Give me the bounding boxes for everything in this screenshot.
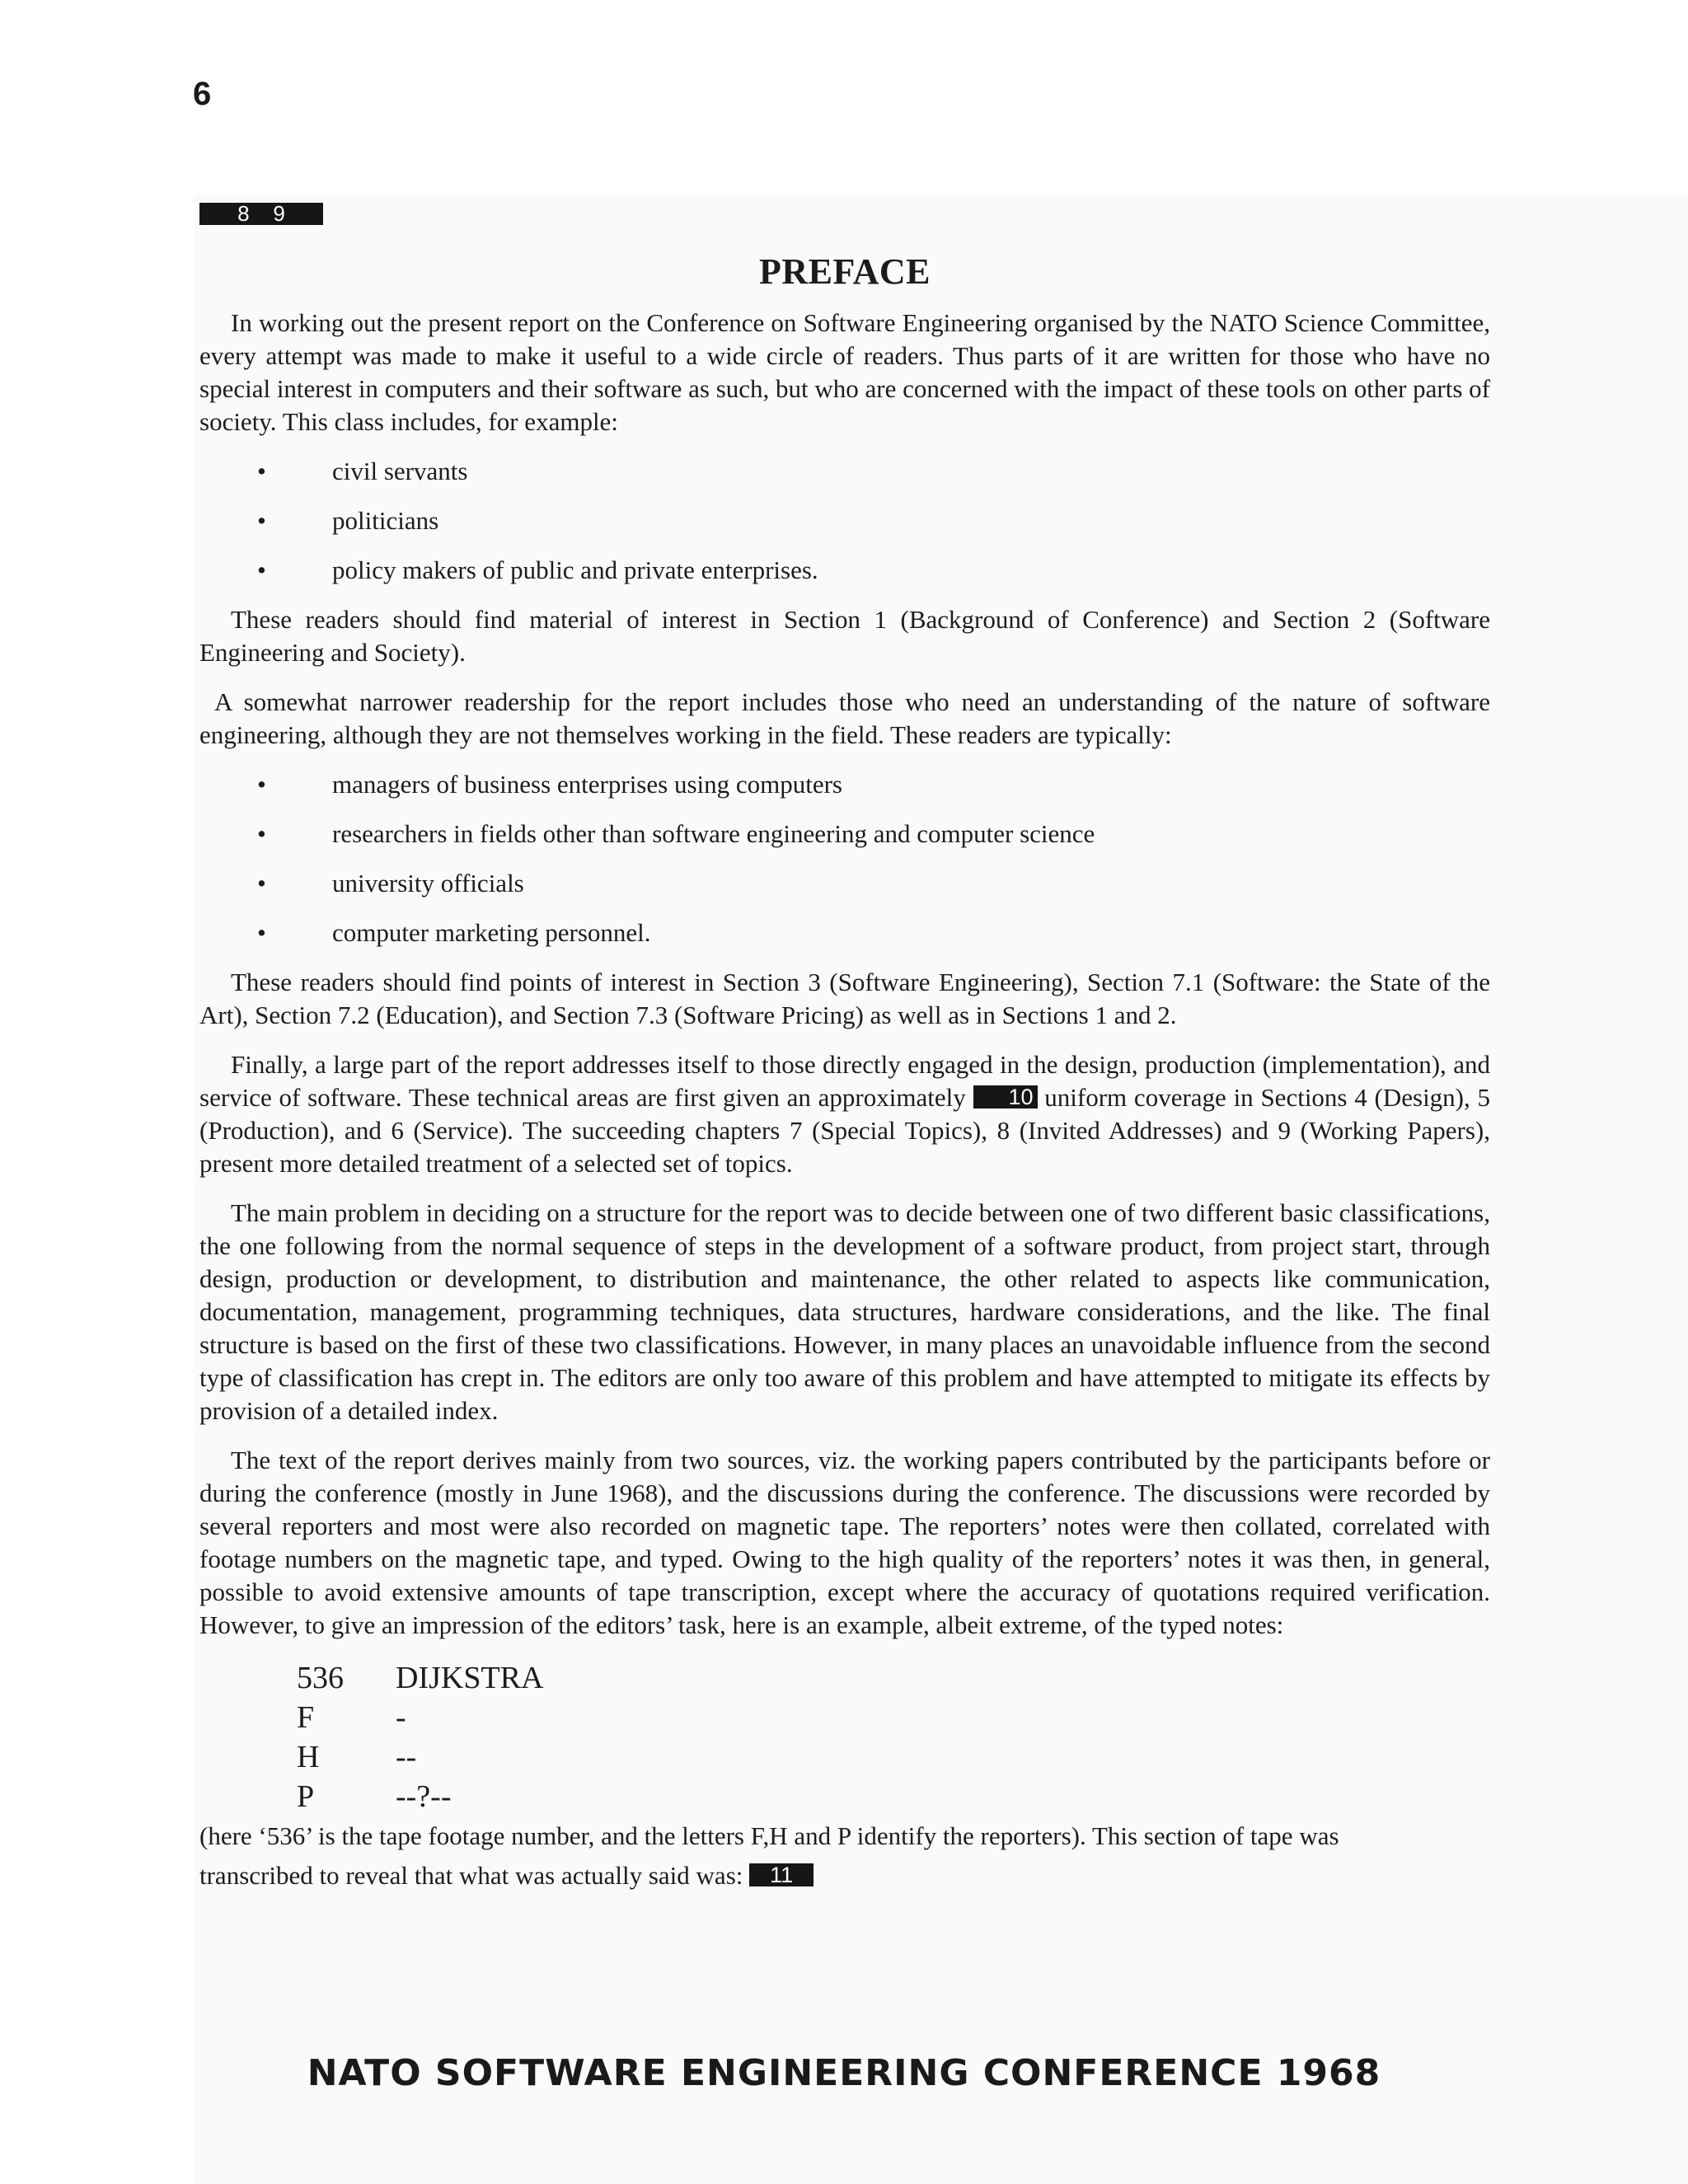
list-item-text: politicians (332, 506, 439, 535)
tape-reporter: P (297, 1779, 315, 1814)
bullet-icon: • (257, 819, 266, 848)
list-item-text: researchers in fields other than software engineering and computer science (332, 819, 1095, 848)
paragraph-4: These readers should find points of interest in Section 3 (Software Engineering), Section 7.1 (Software: the State of the Art), Section 7.2 (Education), and Section 7.3 (Software Pricing) as well as in Sections 1 and 2. (199, 968, 1490, 1029)
list-item (199, 455, 1490, 488)
page-marker-top: 8 9 (199, 203, 323, 225)
paragraph-5-start: Finally, a large part of the report addresses itself to those directly engaged in the design, production (implementation), and service of software. These technical areas are first given an approximately (199, 1050, 1490, 1112)
page-marker-inline: 11 (749, 1863, 814, 1886)
list-item (199, 768, 1490, 801)
list-item-text: policy makers of public and private enterprises. (332, 555, 818, 584)
bullet-icon: • (257, 506, 266, 535)
tape-entry: -- (396, 1740, 417, 1774)
paragraph-8 (199, 1816, 1490, 1896)
bullet-icon: • (257, 555, 266, 584)
bullet-icon: • (257, 869, 266, 898)
tape-reporter: F (297, 1700, 315, 1735)
readers-list-1 (199, 455, 1490, 587)
paragraph-2: These readers should find material of interest in Section 1 (Background of Conference) and Section 2 (Software Engineering and Society). (199, 605, 1490, 667)
page-number: 6 (193, 76, 212, 112)
page-title: PREFACE (758, 251, 931, 292)
readers-list-2 (199, 768, 1490, 949)
page-footer: NATO SOFTWARE ENGINEERING CONFERENCE 1968 (307, 2052, 1381, 2094)
paragraph-5-end: uniform coverage in Sections 4 (Design), 5 (Production), and 6 (Service). The succeeding chapters 7 (Special Topics), 8 (Invited Addresses) and 9 (Working Papers), present more detailed treatment of a selected set of topics. (199, 1083, 1491, 1178)
list-item (199, 554, 1490, 587)
paragraph-8-line-2: transcribed to reveal that what was actually said was: (199, 1861, 743, 1890)
tape-entry: - (396, 1700, 406, 1735)
typed-notes-example (297, 1658, 1490, 1816)
paragraph-8-line-1: (here ‘536’ is the tape footage number, and the letters F,H and P identify the reporters). This section of tape was (199, 1821, 1339, 1850)
paragraph-5 (199, 1048, 1490, 1180)
tape-reporter: H (297, 1740, 320, 1774)
tape-entry: DIJKSTRA (396, 1661, 544, 1695)
tape-row (297, 1737, 1490, 1777)
list-item-text: managers of business enterprises using computers (332, 770, 843, 799)
list-item-text: university officials (332, 869, 524, 898)
list-item-text: civil servants (332, 457, 468, 485)
list-item (199, 916, 1490, 949)
paragraph-7: The text of the report derives mainly from two sources, viz. the working papers contributed by the participants before or during the conference (mostly in June 1968), and the discussions during the conference. The discussions were recorded by several reporters and most were also recorded on magnetic tape. The reporters’ notes were then collated, correlated with footage numbers on the magnetic tape, and typed. Owing to the high quality of the reporters’ notes it was then, in general, possible to avoid extensive amounts of tape transcription, except where the accuracy of quotations required verification. However, to give an impression of the editors’ task, here is an example, albeit extreme, of the typed notes: (199, 1446, 1490, 1639)
page-marker-inline: 10 (973, 1085, 1038, 1108)
preface-body (199, 247, 1490, 1896)
tape-entry: --?-- (396, 1779, 452, 1814)
paragraph-3: A somewhat narrower readership for the report includes those who need an understanding of the nature of software engineering, although they are not themselves working in the field. These readers are typically: (199, 687, 1490, 749)
tape-footage: 536 (297, 1661, 344, 1695)
bullet-icon: • (257, 457, 266, 485)
paragraph-6: The main problem in deciding on a structure for the report was to decide between one of two different basic classifications, the one following from the normal sequence of steps in the development of a software product, from project start, through design, production or development, to distribution and maintenance, the other related to aspects like communication, documentation, management, programming techniques, data structures, hardware considerations, and the like. The final structure is based on the first of these two classifications. However, in many places an unavoidable influence from the second type of classification has crept in. The editors are only too aware of this problem and have attempted to mitigate its effects by provision of a detailed index. (199, 1198, 1490, 1425)
list-item (199, 504, 1490, 537)
bullet-icon: • (257, 918, 266, 947)
list-item-text: computer marketing personnel. (332, 918, 651, 947)
bullet-icon: • (257, 770, 266, 799)
list-item (199, 818, 1490, 851)
list-item (199, 867, 1490, 900)
tape-row (297, 1777, 1490, 1816)
tape-row (297, 1698, 1490, 1737)
paragraph-1: In working out the present report on the Conference on Software Engineering organised by the NATO Science Committee, every attempt was made to make it useful to a wide circle of readers. Thus parts of it are written for those who have no special interest in computers and their software as such, but who are concerned with the impact of these tools on other parts of society. This class includes, for example: (199, 308, 1490, 436)
tape-row (297, 1658, 1490, 1698)
